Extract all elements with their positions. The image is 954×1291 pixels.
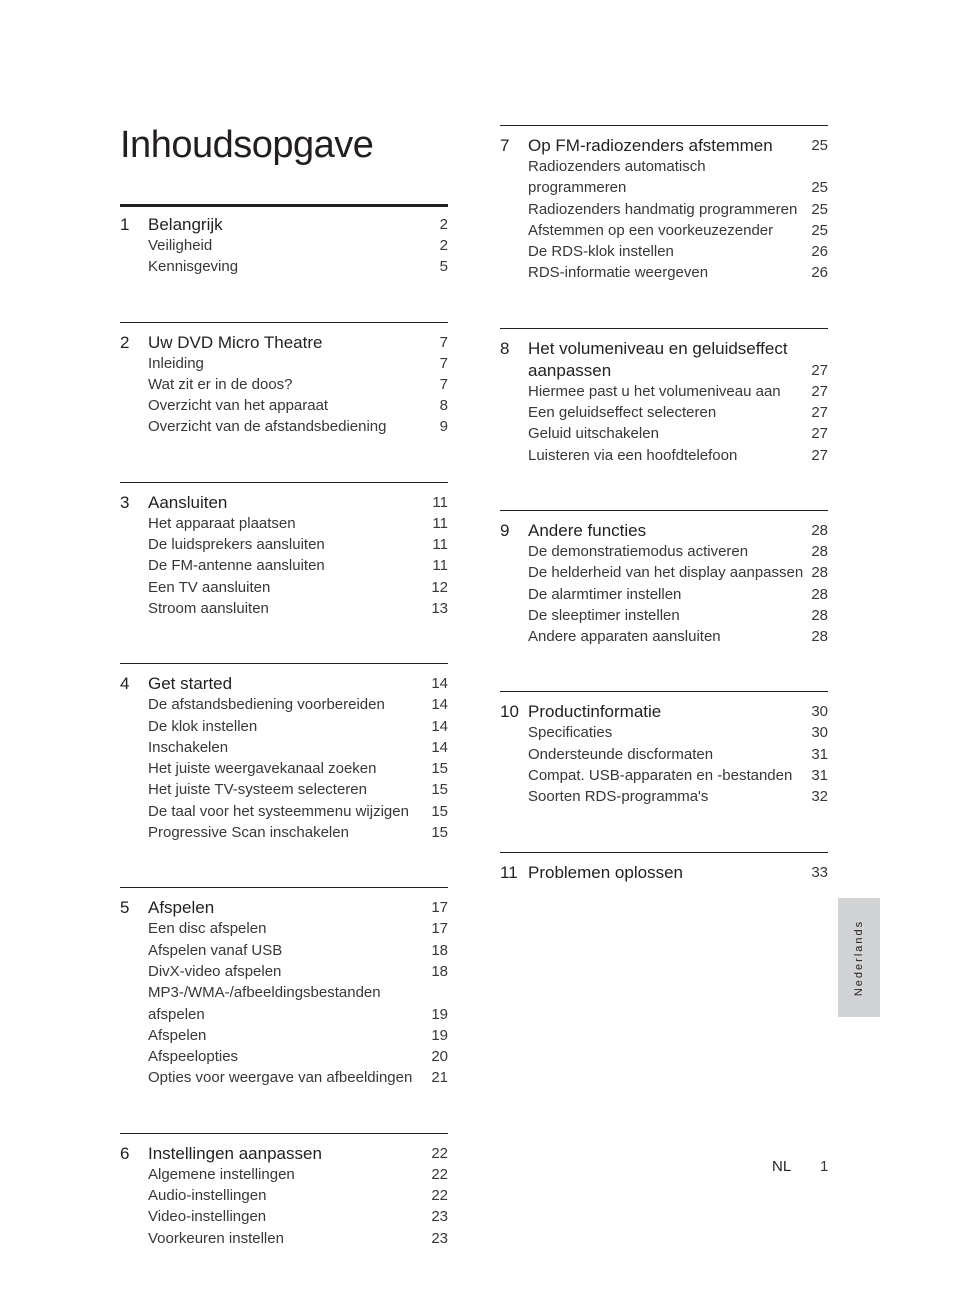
toc-entry[interactable] [500,786,828,807]
entry-label: Progressive Scan inschakelen [148,824,349,842]
toc-entry[interactable] [120,577,448,598]
toc-chapter-heading[interactable] [120,491,448,515]
toc-section [120,1133,448,1271]
entry-label: Het juiste weergavekanaal zoeken [148,760,377,778]
toc-section [500,328,828,488]
entry-label: De taal voor het systeemmenu wijzigen [148,802,409,820]
toc-entry[interactable] [120,534,448,555]
entry-page-number: 21 [431,1069,448,1087]
toc-entry[interactable] [120,555,448,576]
entry-label: RDS-informatie weergeven [528,264,709,282]
entry-label: Video-instellingen [148,1208,267,1226]
toc-entry[interactable] [120,918,448,939]
chapter-title: Uw DVD Micro Theatre [148,332,323,352]
entry-page-number: 15 [431,824,448,842]
chapter-title: Aansluiten [148,492,228,512]
toc-entry[interactable] [500,402,828,423]
entry-page-number: 23 [431,1208,448,1226]
entry-page-number: 32 [811,788,828,806]
chapter-number: 1 [120,215,130,234]
toc-entry[interactable] [120,1164,448,1185]
toc-entry[interactable] [500,626,828,647]
entry-page-number: 11 [432,557,448,575]
toc-entry[interactable] [500,562,828,583]
toc-entry[interactable] [120,982,448,1003]
entry-page-number: 9 [439,418,448,436]
chapter-page-number: 22 [431,1144,448,1162]
toc-entry[interactable] [120,416,448,437]
chapter-page-number: 27 [811,361,828,379]
entry-label: Luisteren via een hoofdtelefoon [528,446,738,464]
toc-entry[interactable] [120,513,448,534]
entry-label: Voorkeuren instellen [148,1229,284,1247]
entry-page-number: 26 [811,264,828,282]
entry-label: Geluid uitschakelen [528,425,659,443]
chapter-title: Afspelen [148,898,215,918]
entry-page-number: 5 [439,258,448,276]
toc-entry[interactable] [120,716,448,737]
entry-page-number: 20 [431,1048,448,1066]
entry-label: Afspeelopties [148,1048,239,1066]
toc-chapter-heading[interactable] [500,700,828,724]
chapter-title: Andere functies [528,520,647,540]
entry-label: De sleeptimer instellen [528,606,680,624]
entry-label: afspelen [148,1005,205,1023]
entry-label: Algemene instellingen [148,1165,295,1183]
entry-label: Het apparaat plaatsen [148,514,296,532]
entry-label: De FM-antenne aansluiten [148,557,325,575]
toc-section [120,887,448,1110]
chapter-page-number: 14 [431,675,448,693]
entry-label: Soorten RDS-programma's [528,788,709,806]
toc-entry[interactable] [500,541,828,562]
toc-entry[interactable] [500,199,828,220]
toc-section [500,852,828,885]
chapter-number: 8 [500,338,510,358]
toc-section [120,663,448,865]
toc-entry[interactable] [500,445,828,466]
toc-entry[interactable] [120,737,448,758]
chapter-page-number: 30 [811,703,828,721]
entry-page-number: 17 [431,920,448,938]
entry-page-number: 28 [811,542,828,560]
entry-label: Inleiding [148,354,204,372]
toc-entry[interactable] [500,744,828,765]
toc-entry[interactable] [500,423,828,444]
entry-page-number: 15 [431,802,448,820]
chapter-page-number: 2 [439,216,448,233]
chapter-number: 2 [120,332,130,352]
entry-page-number: 14 [431,717,448,735]
footer-language: NL [772,1158,792,1175]
entry-label: Overzicht van de afstandsbediening [148,418,387,436]
language-side-tab [838,898,880,1017]
toc-chapter-heading[interactable] [500,861,828,885]
entry-label: De demonstratiemodus activeren [528,542,749,560]
entry-page-number: 7 [439,354,448,372]
chapter-title: Belangrijk [148,215,223,234]
toc-section [500,510,828,669]
entry-label: Afspelen [148,1026,207,1044]
entry-page-number: 19 [431,1026,448,1044]
entry-label: Veiligheid [148,237,213,254]
toc-entry[interactable] [500,765,828,786]
entry-page-number: 13 [431,599,448,617]
toc-entry[interactable] [500,722,828,743]
toc-entry[interactable] [120,940,448,961]
entry-label: Hiermee past u het volumeniveau aan [528,382,781,400]
entry-page-number: 7 [439,375,448,393]
toc-entry[interactable] [120,1185,448,1206]
entry-page-number: 27 [811,425,828,443]
entry-label: De RDS-klok instellen [528,243,674,261]
entry-page-number: 28 [811,564,828,582]
toc-entry[interactable] [500,381,828,402]
toc-entry[interactable] [500,241,828,262]
entry-label: Inschakelen [148,738,229,756]
toc-entry[interactable] [120,235,448,256]
chapter-page-number: 11 [432,493,448,511]
chapter-number: 3 [120,492,130,512]
entry-label: Een disc afspelen [148,920,267,938]
entry-label: Overzicht van het apparaat [148,397,329,415]
entry-page-number: 25 [811,179,828,197]
entry-label: programmeren [528,179,627,197]
entry-page-number: 30 [811,724,828,742]
toc-right-column [500,125,828,883]
entry-label: Andere apparaten aansluiten [528,628,721,646]
entry-label: Radiozenders handmatig programmeren [528,200,798,218]
entry-page-number: 22 [431,1165,448,1183]
toc-chapter-heading[interactable] [500,337,828,361]
toc-section [120,482,448,641]
chapter-number: 7 [500,136,510,155]
toc-chapter-heading-continued[interactable] [500,359,828,383]
entry-page-number: 18 [431,941,448,959]
entry-page-number: 11 [432,514,448,532]
toc-entry[interactable] [120,822,448,843]
entry-label: De alarmtimer instellen [528,585,682,603]
entry-page-number: 28 [811,585,828,603]
entry-page-number: 27 [811,382,828,400]
entry-label: De afstandsbediening voorbereiden [148,696,385,714]
toc-entry[interactable] [120,256,448,277]
toc-chapter-heading[interactable] [500,519,828,543]
entry-page-number: 31 [811,745,828,763]
entry-label: Kennisgeving [148,258,239,276]
toc-entry[interactable] [500,177,828,198]
chapter-title: Problemen oplossen [528,862,683,882]
toc-entry[interactable] [120,779,448,800]
entry-page-number: 19 [431,1005,448,1023]
entry-page-number: 26 [811,243,828,261]
entry-label: Audio-instellingen [148,1187,267,1205]
entry-page-number: 2 [439,237,448,254]
toc-chapter-heading[interactable] [120,331,448,355]
toc-entry[interactable] [120,353,448,374]
toc-entry[interactable] [120,1025,448,1046]
chapter-number: 10 [500,702,519,722]
chapter-title: Het volumeniveau en geluidseffect [528,338,788,358]
footer-page-number: 1 [820,1158,829,1175]
entry-page-number: 25 [811,200,828,218]
entry-page-number: 15 [431,781,448,799]
entry-page-number: 8 [439,397,448,415]
toc-entry[interactable] [120,758,448,779]
entry-page-number: 23 [431,1229,448,1247]
chapter-page-number: 17 [431,899,448,917]
entry-label: Specificaties [528,724,613,742]
entry-label: Het juiste TV-systeem selecteren [148,781,367,799]
toc-entry[interactable] [120,1206,448,1227]
chapter-title: Productinformatie [528,702,662,722]
toc-section [120,322,448,460]
entry-page-number: 22 [431,1187,448,1205]
entry-page-number: 12 [431,578,448,596]
toc-entry[interactable] [120,374,448,395]
entry-page-number: 14 [431,738,448,756]
page-title: Inhoudsopgave [120,124,374,166]
toc-section [500,691,828,829]
toc-entry[interactable] [120,1004,448,1025]
chapter-page-number: 28 [811,521,828,539]
toc-entry[interactable] [500,220,828,241]
toc-chapter-heading[interactable] [120,896,448,920]
entry-label: De helderheid van het display aanpassen [528,564,804,582]
entry-label: Afspelen vanaf USB [148,941,283,959]
entry-label: Stroom aansluiten [148,599,269,617]
toc-chapter-heading[interactable] [120,1142,448,1166]
language-side-tab-label: Nederlands [853,919,866,996]
chapter-title: Get started [148,674,233,694]
entry-label: Een TV aansluiten [148,578,271,596]
entry-label: DivX-video afspelen [148,962,282,980]
toc-section [500,125,828,306]
entry-label: Opties voor weergave van afbeeldingen [148,1069,413,1087]
chapter-number: 11 [500,862,518,882]
entry-page-number: 18 [431,962,448,980]
chapter-title: Instellingen aanpassen [148,1143,322,1163]
toc-chapter-heading[interactable] [500,134,828,158]
chapter-title: Op FM-radiozenders afstemmen [528,136,773,155]
chapter-number: 9 [500,520,510,540]
toc-entry[interactable] [500,584,828,605]
entry-label: De luidsprekers aansluiten [148,536,325,554]
toc-section [120,204,448,300]
toc-entry[interactable] [120,395,448,416]
toc-left-column [120,204,448,1271]
entry-label: De klok instellen [148,717,258,735]
toc-entry[interactable] [120,961,448,982]
toc-chapter-heading[interactable] [120,213,448,237]
entry-label: Radiozenders automatisch [528,158,706,175]
chapter-page-number: 7 [439,333,448,351]
toc-chapter-heading[interactable] [120,672,448,696]
toc-entry[interactable] [120,1067,448,1088]
toc-entry[interactable] [120,598,448,619]
entry-page-number: 11 [432,536,448,554]
toc-entry[interactable] [500,262,828,283]
toc-entry[interactable] [120,694,448,715]
entry-page-number: 14 [431,696,448,714]
chapter-number: 6 [120,1143,130,1163]
entry-page-number: 31 [811,767,828,785]
entry-label: Afstemmen op een voorkeuzezender [528,221,774,239]
entry-label: Een geluidseffect selecteren [528,404,717,422]
entry-page-number: 28 [811,628,828,646]
entry-page-number: 15 [431,760,448,778]
chapter-title-continued: aanpassen [528,360,612,380]
entry-page-number: 27 [811,446,828,464]
toc-entry[interactable] [500,605,828,626]
entry-label: Compat. USB-apparaten en -bestanden [528,767,793,785]
toc-entry[interactable] [120,801,448,822]
entry-page-number: 28 [811,606,828,624]
entry-page-number: 27 [811,404,828,422]
entry-label: Wat zit er in de doos? [148,375,293,393]
chapter-number: 4 [120,674,130,694]
chapter-number: 5 [120,898,130,918]
entry-label: Ondersteunde discformaten [528,745,714,763]
toc-entry[interactable] [120,1046,448,1067]
chapter-page-number: 25 [811,137,828,154]
toc-entry[interactable] [120,1228,448,1249]
entry-page-number: 25 [811,221,828,239]
entry-label: MP3-/WMA-/afbeeldingsbestanden [148,984,381,1002]
toc-entry[interactable] [500,156,828,177]
chapter-page-number: 33 [811,863,828,881]
